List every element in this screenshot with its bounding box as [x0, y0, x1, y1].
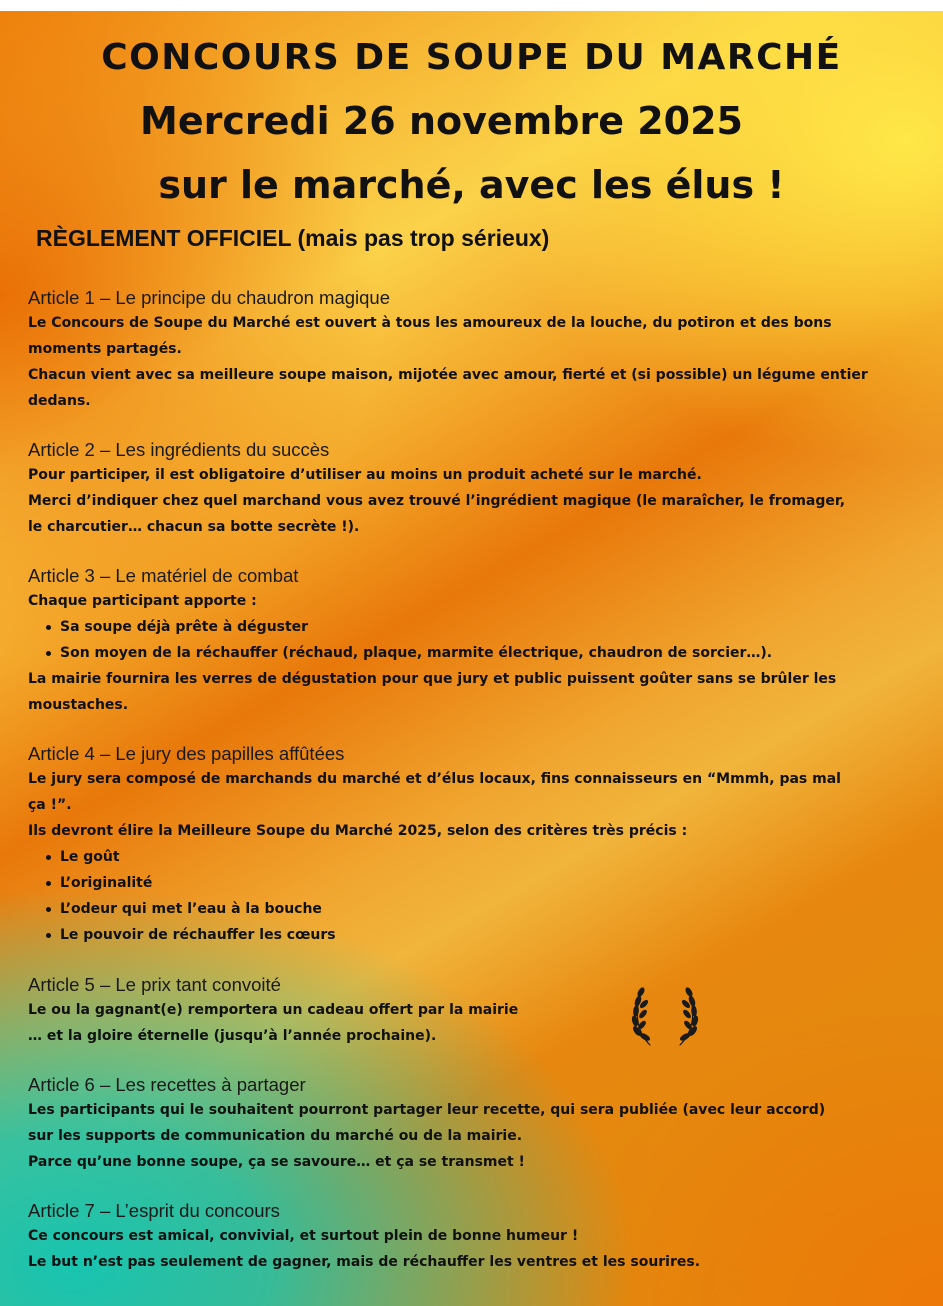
article-title: Article 2 – Les ingrédients du succès	[28, 439, 330, 460]
article-line: Le Concours de Soupe du Marché est ouvert à tous les amoureux de la louche, du potiron et des bons	[28, 315, 832, 331]
article-1	[28, 286, 918, 414]
equipment-list	[28, 614, 918, 666]
article-line: sur les supports de communication du marché ou de la mairie.	[28, 1128, 523, 1144]
article-line: Parce qu’une bonne soupe, ça se savoure… et ça se transmet !	[28, 1154, 525, 1170]
list-item: L’odeur qui met l’eau à la bouche	[28, 896, 918, 922]
laurel-wreath-icon	[628, 981, 702, 1047]
article-line: ça !”.	[28, 797, 72, 813]
list-item: Son moyen de la réchauffer (réchaud, plaque, marmite électrique, chaudron de sorcier…).	[28, 640, 918, 666]
article-line: moments partagés.	[28, 341, 182, 357]
poster-title: CONCOURS DE SOUPE DU MARCHÉ	[101, 37, 842, 78]
list-item: Le pouvoir de réchauffer les cœurs	[28, 922, 918, 948]
article-line: Ils devront élire la Meilleure Soupe du Marché 2025, selon des critères très précis :	[28, 823, 688, 839]
article-line: moustaches.	[28, 697, 129, 713]
article-3	[28, 564, 918, 718]
article-line: … et la gloire éternelle (jusqu’à l’année prochaine).	[28, 1028, 437, 1044]
event-date: Mercredi 26 novembre 2025	[140, 99, 743, 143]
article-7	[28, 1199, 918, 1275]
article-line: Le jury sera composé de marchands du marché et d’élus locaux, fins connaisseurs en “Mmmh, pas mal	[28, 771, 841, 787]
article-intro: Chaque participant apporte :	[28, 593, 257, 609]
article-line: le charcutier… chacun sa botte secrète !).	[28, 519, 360, 535]
article-4	[28, 742, 918, 948]
article-title: Article 6 – Les recettes à partager	[28, 1074, 306, 1095]
article-title: Article 3 – Le matériel de combat	[28, 565, 299, 586]
list-item: Sa soupe déjà prête à déguster	[28, 614, 918, 640]
article-5	[28, 973, 918, 1049]
article-2	[28, 438, 918, 540]
article-line: Le ou la gagnant(e) remportera un cadeau offert par la mairie	[28, 1002, 519, 1018]
article-title: Article 5 – Le prix tant convoité	[28, 974, 281, 995]
article-line: Le but n’est pas seulement de gagner, mais de réchauffer les ventres et les sourires.	[28, 1254, 701, 1270]
list-item: Le goût	[28, 844, 918, 870]
article-6	[28, 1073, 918, 1175]
article-line: Pour participer, il est obligatoire d’utiliser au moins un produit acheté sur le marché.	[28, 467, 702, 483]
poster	[0, 11, 943, 1306]
article-line: La mairie fournira les verres de dégustation pour que jury et public puissent goûter sans se brûler les	[28, 671, 837, 687]
article-line: Merci d’indiquer chez quel marchand vous avez trouvé l’ingrédient magique (le maraîcher, le fromager,	[28, 493, 846, 509]
article-line: Chacun vient avec sa meilleure soupe maison, mijotée avec amour, fierté et (si possible) un légume entier	[28, 367, 868, 383]
article-line: Les participants qui le souhaitent pourront partager leur recette, qui sera publiée (avec leur accord)	[28, 1102, 826, 1118]
criteria-list	[28, 844, 918, 948]
event-location: sur le marché, avec les élus !	[158, 163, 785, 207]
article-line: Ce concours est amical, convivial, et surtout plein de bonne humeur !	[28, 1228, 579, 1244]
article-title: Article 1 – Le principe du chaudron magique	[28, 287, 391, 308]
article-title: Article 7 – L’esprit du concours	[28, 1200, 280, 1221]
article-line: dedans.	[28, 393, 91, 409]
list-item: L’originalité	[28, 870, 918, 896]
article-title: Article 4 – Le jury des papilles affûtées	[28, 743, 345, 764]
rules-subtitle: RÈGLEMENT OFFICIEL (mais pas trop sérieux)	[36, 225, 550, 251]
